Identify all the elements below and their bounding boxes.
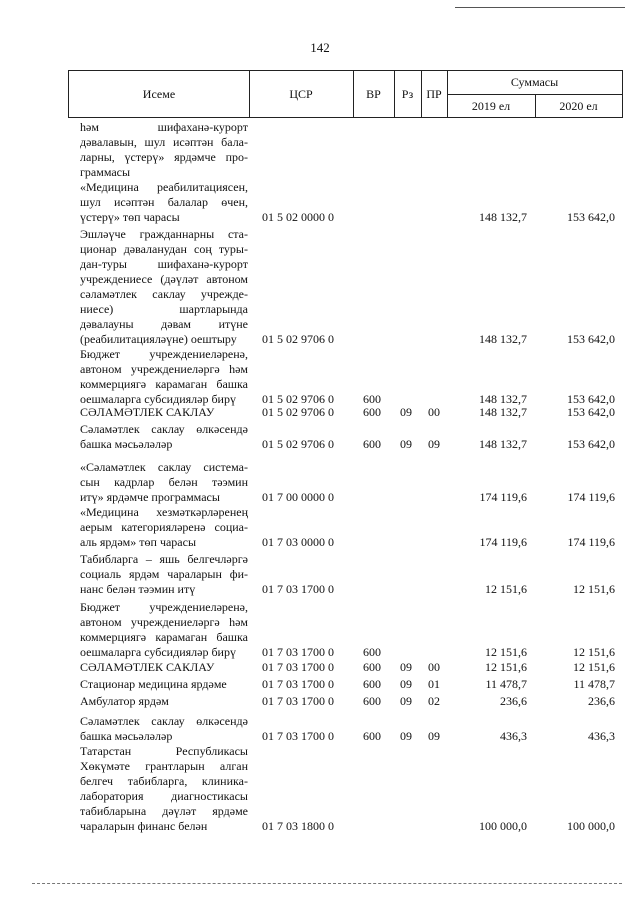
row-name-line: чараларын финанс белән: [80, 819, 208, 833]
row-name-line: Табибларга – яшь белгечләргә: [80, 552, 248, 566]
row-name-line: «Сәламәтлек саклау системa-: [80, 460, 248, 474]
row-vr: 600: [363, 437, 381, 451]
row-csr: 01 7 03 1800 0: [262, 819, 334, 833]
row-rz: 09: [400, 405, 412, 419]
row-name-line: граммасы: [80, 165, 131, 179]
row-name-line: учреждениесе (дәүләт автоном: [80, 272, 248, 286]
row-name-line: коммерциягә карамаган башка: [80, 377, 248, 391]
row-sum-2020: 12 151,6: [573, 582, 615, 596]
row-name: [80, 180, 248, 225]
row-csr: 01 7 03 1700 0: [262, 582, 334, 596]
row-csr: 01 7 03 1700 0: [262, 645, 334, 659]
row-name-line: аерым категорияләренә социа-: [80, 520, 248, 534]
row-name-line: шул исәптән балалар өчен,: [80, 195, 248, 209]
row-name-line: лаборатория диагностикасы: [80, 789, 248, 803]
bottom-rule: [32, 883, 622, 884]
row-vr: 600: [363, 729, 381, 743]
row-name: [80, 227, 248, 347]
row-name-line: коммерциягә карамаган башка: [80, 630, 248, 644]
row-sum-2019: 174 119,6: [479, 490, 527, 504]
row-pr: 00: [428, 405, 440, 419]
row-name-line: Амбулатор ярдәм: [80, 694, 169, 708]
row-rz: 09: [400, 694, 412, 708]
row-csr: 01 7 03 1700 0: [262, 660, 334, 674]
row-pr: 09: [428, 437, 440, 451]
row-name: [80, 714, 248, 744]
row-rz: 09: [400, 437, 412, 451]
row-rz: 09: [400, 660, 412, 674]
row-name-line: Сәламәтлек саклау өлкәсендә: [80, 422, 248, 436]
header-rz: Рз: [401, 87, 414, 101]
row-name-line: «Медицина хезмәткәрләренең: [80, 505, 248, 519]
row-sum-2020: 153 642,0: [567, 437, 615, 451]
row-sum-2019: 148 132,7: [479, 210, 527, 224]
row-name-line: Бюджет учреждениеләренә,: [80, 600, 248, 614]
row-name-line: нанс белән тәэмин итү: [80, 582, 196, 596]
row-csr: 01 5 02 9706 0: [262, 392, 334, 406]
row-vr: 600: [363, 677, 381, 691]
row-sum-2020: 436,3: [588, 729, 615, 743]
row-name: [80, 694, 248, 709]
row-name-line: табибларына дәүләт ярдәме: [80, 804, 248, 818]
row-name: [80, 552, 248, 597]
row-vr: 600: [363, 645, 381, 659]
row-sum-2020: 174 119,6: [567, 490, 615, 504]
row-name-line: итү» ярдәмче программасы: [80, 490, 220, 504]
row-csr: 01 7 03 1700 0: [262, 729, 334, 743]
row-vr: 600: [363, 405, 381, 419]
row-sum-2020: 12 151,6: [573, 660, 615, 674]
row-sum-2019: 12 151,6: [485, 660, 527, 674]
row-name: [80, 405, 248, 420]
row-vr: 600: [363, 392, 381, 406]
row-name-line: үстерү» төп чарасы: [80, 210, 180, 224]
row-sum-2019: 236,6: [500, 694, 527, 708]
row-name: [80, 120, 248, 180]
row-name-line: Эшләүче гражданнарны ста-: [80, 227, 248, 241]
row-vr: 600: [363, 660, 381, 674]
row-sum-2019: 12 151,6: [485, 645, 527, 659]
row-sum-2020: 153 642,0: [567, 210, 615, 224]
row-csr: 01 7 03 1700 0: [262, 694, 334, 708]
row-sum-2019: 100 000,0: [479, 819, 527, 833]
row-pr: 00: [428, 660, 440, 674]
row-name-line: оешмаларга субсидияләр бирү: [80, 645, 236, 659]
row-name-line: оешмаларга субсидияләр бирү: [80, 392, 236, 406]
row-sum-2019: 148 132,7: [479, 332, 527, 346]
row-sum-2019: 12 151,6: [485, 582, 527, 596]
row-name-line: сәламәтлек саклау учрежде-: [80, 287, 248, 301]
row-sum-2020: 153 642,0: [567, 392, 615, 406]
header-csr: ЦСР: [289, 87, 313, 101]
row-pr: 02: [428, 694, 440, 708]
row-name-line: Хөкүмәте грантларын алган: [80, 759, 248, 773]
row-name: [80, 505, 248, 550]
row-csr: 01 5 02 9706 0: [262, 437, 334, 451]
row-name: [80, 677, 248, 692]
row-sum-2020: 174 119,6: [567, 535, 615, 549]
row-sum-2020: 100 000,0: [567, 819, 615, 833]
row-name-line: социаль ярдәм чараларын фи-: [80, 567, 248, 581]
row-pr: 09: [428, 729, 440, 743]
row-name-line: автоном учреждениеләргә һәм: [80, 362, 248, 376]
row-name-line: автоном учреждениеләргә һәм: [80, 615, 248, 629]
row-name-line: СӘЛАМӘТЛЕК САКЛАУ: [80, 405, 215, 419]
row-name-line: сын кадрлар белән тәэмин: [80, 475, 248, 489]
row-sum-2020: 11 478,7: [573, 677, 615, 691]
row-name-line: ниесе) шартларында: [80, 302, 248, 316]
row-name: [80, 460, 248, 505]
row-name-line: дан-туры шифаханә-курорт: [80, 257, 248, 271]
row-csr: 01 7 00 0000 0: [262, 490, 334, 504]
row-sum-2019: 174 119,6: [479, 535, 527, 549]
page-number: 142: [310, 40, 330, 55]
row-name-line: Татарстан Республикасы: [80, 744, 248, 758]
row-name-line: башка мәсьәләләр: [80, 437, 173, 451]
row-name-line: аль ярдәм» төп чарасы: [80, 535, 197, 549]
row-sum-2020: 12 151,6: [573, 645, 615, 659]
row-sum-2019: 148 132,7: [479, 405, 527, 419]
row-name-line: (реабилитацияләүне) оештыру: [80, 332, 237, 346]
header-vr: ВР: [366, 87, 381, 101]
header-2019: 2019 ел: [471, 99, 511, 113]
row-csr: 01 5 02 9706 0: [262, 332, 334, 346]
row-sum-2020: 153 642,0: [567, 332, 615, 346]
row-sum-2019: 148 132,7: [479, 437, 527, 451]
row-csr: 01 5 02 9706 0: [262, 405, 334, 419]
header-sums: Суммасы: [510, 75, 559, 89]
row-name-line: «Медицина реабилитациясен,: [80, 180, 248, 194]
row-name-line: белгеч табибларга, клиника-: [80, 774, 248, 788]
header-2020: 2020 ел: [559, 99, 598, 113]
row-sum-2020: 236,6: [588, 694, 615, 708]
row-rz: 09: [400, 729, 412, 743]
row-sum-2019: 436,3: [500, 729, 527, 743]
row-vr: 600: [363, 694, 381, 708]
header-pr: ПР: [426, 87, 442, 101]
row-name: [80, 660, 248, 675]
row-sum-2020: 153 642,0: [567, 405, 615, 419]
row-csr: 01 7 03 1700 0: [262, 677, 334, 691]
row-name: [80, 600, 248, 660]
row-csr: 01 7 03 0000 0: [262, 535, 334, 549]
row-name-line: Бюджет учреждениеләренә,: [80, 347, 248, 361]
header-name: Исеме: [142, 87, 176, 101]
row-name-line: Сәламәтлек саклау өлкәсендә: [80, 714, 248, 728]
row-name-line: башка мәсьәләләр: [80, 729, 173, 743]
row-name-line: һәм шифаханә-курорт: [80, 120, 248, 134]
row-csr: 01 5 02 0000 0: [262, 210, 334, 224]
row-name-line: дәвалауны дәвам итүне: [80, 317, 248, 331]
row-name-line: дәвалавын, шул исәптән бала-: [80, 135, 248, 149]
row-name-line: СӘЛАМӘТЛЕК САКЛАУ: [80, 660, 215, 674]
row-sum-2019: 148 132,7: [479, 392, 527, 406]
row-rz: 09: [400, 677, 412, 691]
row-pr: 01: [428, 677, 440, 691]
row-name-line: Стационар медицина ярдәме: [80, 677, 227, 691]
row-name-line: ларны, үстерү» ярдәмче про-: [80, 150, 248, 164]
row-name: [80, 347, 248, 407]
row-sum-2019: 11 478,7: [485, 677, 527, 691]
row-name: [80, 744, 248, 834]
row-name: [80, 422, 248, 452]
row-name-line: ционар дәваланудан соң туры-: [80, 242, 248, 256]
